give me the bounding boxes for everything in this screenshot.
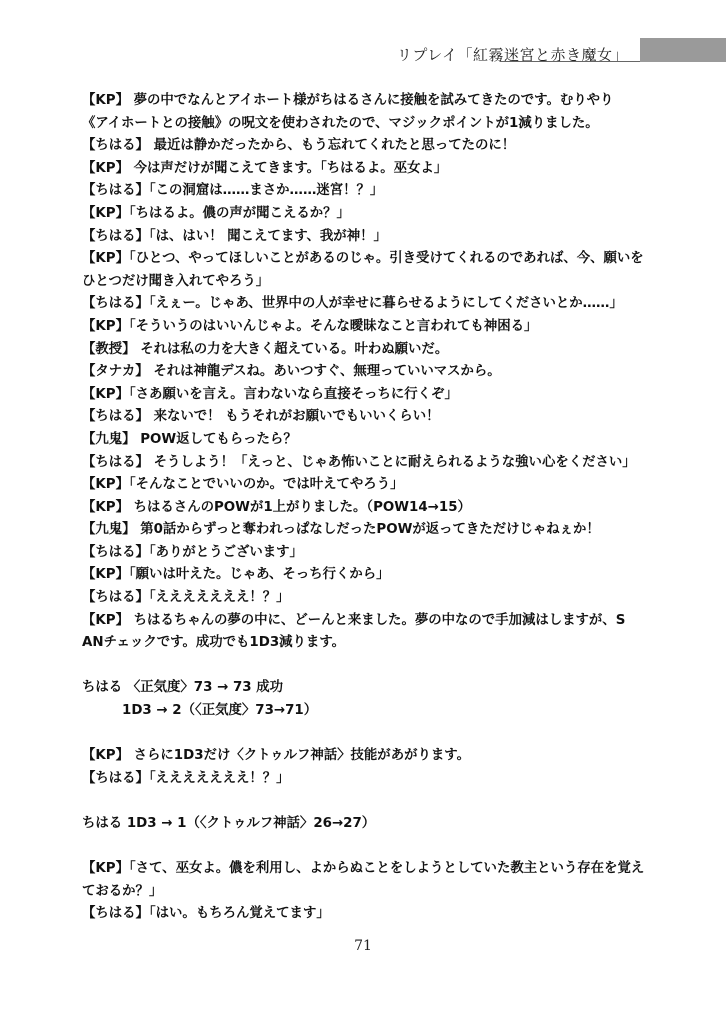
blank-line — [82, 655, 657, 678]
running-title: リプレイ「紅霧迷宮と赤き魔女」 — [396, 46, 628, 64]
text-line: 【KP】 さらに1D3だけ〈クトゥルフ神話〉技能があがります。 — [82, 748, 470, 764]
blank-line — [82, 836, 657, 859]
text-line: 【ちはる】 来ないで！ もうそれがお願いでもいいくらい！ — [82, 409, 440, 425]
text-line: ておるか？」 — [82, 883, 163, 899]
text-line: 【ちはる】「えええええええ！？」 — [82, 590, 290, 606]
text-line: 【タナカ】 それは神龍デスね。あいつすぐ、無理っていいマスから。 — [82, 364, 501, 380]
text-line: 【ちはる】 そうしよう！「えっと、じゃあ怖いことに耐えられるような強い心をください」 — [82, 454, 636, 470]
text-line: 【ちはる】「はい。もちろん覚えてます」 — [82, 906, 330, 922]
text-line: 【KP】「さて、巫女よ。儂を利用し、よからぬことをしようとしていた教主という存在を覚え — [82, 861, 645, 877]
text-line: 【九鬼】 第0話からずっと奪われっぱなしだったPOWが返ってきただけじゃねぇか！ — [82, 522, 600, 538]
page-number: 71 — [354, 938, 372, 954]
dice-roll-line: ちはる 〈正気度〉73 → 73 成功 — [82, 680, 284, 696]
replay-text — [82, 90, 657, 926]
dice-roll-line: 1D3 → 2（〈正気度〉73→71） — [122, 703, 318, 719]
blank-line — [82, 723, 657, 746]
text-line: 【ちはる】「えええええええ！？」 — [82, 770, 290, 786]
text-line: 【KP】 ちはるちゃんの夢の中に、どーんと来ました。夢の中なので手加減はしますが、S — [82, 612, 626, 628]
header-gray-block — [640, 38, 726, 62]
running-header — [0, 34, 726, 68]
text-line: 【教授】 それは私の力を大きく超えている。叶わぬ願いだ。 — [82, 341, 449, 357]
text-line: 【KP】「ひとつ、やってほしいことがあるのじゃ。引き受けてくれるのであれば、今、願いを — [82, 251, 644, 267]
text-line: 【KP】「そういうのはいいんじゃよ。そんな曖昧なこと言われても神困る」 — [82, 318, 538, 334]
text-line: 【ちはる】「ありがとうございます」 — [82, 544, 303, 560]
text-line: 【ちはる】「は、はい！ 聞こえてます、我が神！」 — [82, 228, 387, 244]
dice-roll-line: ちはる 1D3 → 1（〈クトゥルフ神話〉26→27） — [82, 816, 376, 831]
text-line: 【ちはる】「えぇー。じゃあ、世界中の人が幸せに暮らせるようにしてくださいとか……」 — [82, 296, 623, 312]
text-line: ひとつだけ聞き入れてやろう」 — [82, 273, 270, 289]
text-line: 【KP】「ちはるよ。儂の声が聞こえるか？」 — [82, 205, 350, 221]
text-line: 《アイホートとの接触》の呪文を使わされたので、マジックポイントが1減りました。 — [82, 115, 599, 131]
text-line: 【KP】「願いは叶えた。じゃあ、そっち行くから」 — [82, 567, 390, 583]
header-rule — [500, 61, 640, 62]
blank-line — [82, 790, 657, 813]
text-line: 【KP】 ちはるさんのPOWが1上がりました。（POW14→15） — [82, 499, 471, 515]
text-line: 【ちはる】 最近は静かだったから、もう忘れてくれたと思ってたのに！ — [82, 138, 516, 154]
text-line: 【KP】 今は声だけが聞こえてきます。「ちはるよ。巫女よ」 — [82, 160, 448, 176]
text-line: 【KP】「さあ願いを言え。言わないなら直接そっちに行くぞ」 — [82, 386, 458, 402]
text-line: 【KP】 夢の中でなんとアイホート様がちはるさんに接触を試みてきたのです。むりやり — [82, 93, 614, 108]
text-line: ANチェックです。成功でも1D3減ります。 — [82, 635, 346, 651]
text-line: 【九鬼】 POW返してもらったら？ — [82, 431, 297, 447]
text-line: 【KP】「そんなことでいいのか。では叶えてやろう」 — [82, 477, 404, 493]
text-line: 【ちはる】「この洞窟は……まさか……迷宮！？」 — [82, 183, 384, 199]
